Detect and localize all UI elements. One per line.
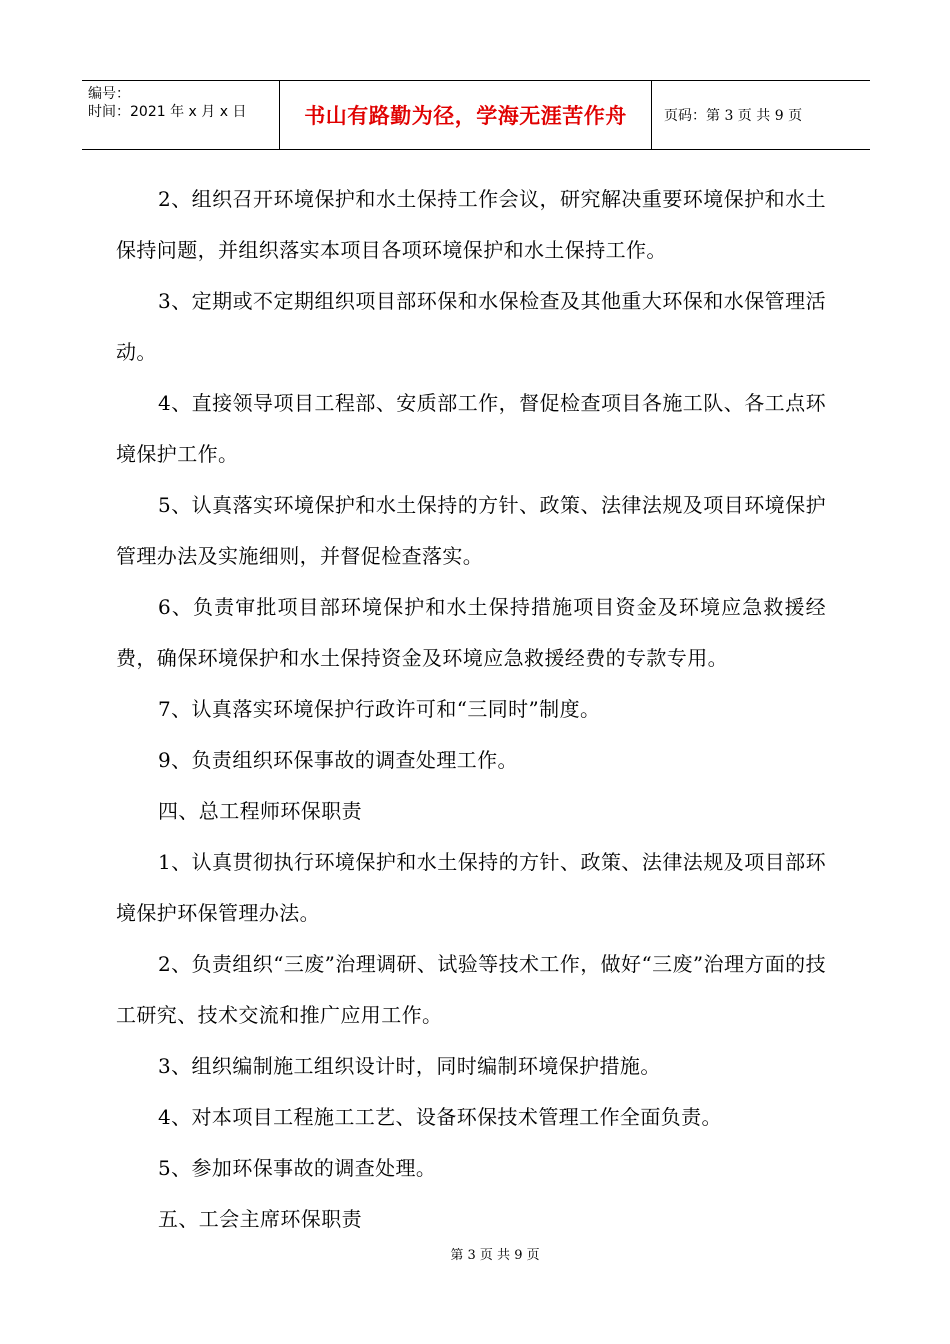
- body-paragraph: 9、负责组织环保事故的调查处理工作。: [158, 748, 518, 772]
- body-paragraph: 5、参加环保事故的调查处理。: [158, 1156, 437, 1180]
- body-paragraph: 1、认真贯彻执行环境保护和水土保持的方针、政策、法律法规及项目部环境保护环保管理办法。: [116, 850, 826, 925]
- body-paragraph: 5、认真落实环境保护和水土保持的方针、政策、法律法规及项目环境保护管理办法及实施细则，并督促检查落实。: [116, 493, 826, 568]
- document-time-label: 时间：2021 年 x 月 x 日: [88, 104, 247, 120]
- document-body: [116, 174, 826, 1245]
- body-paragraph: 6、负责审批项目部环境保护和水土保持措施项目资金及环境应急救援经费，确保环境保护和水土保持资金及环境应急救援经费的专款专用。: [116, 595, 826, 670]
- document-header: [82, 80, 870, 150]
- document-number-label: 编号：: [88, 86, 130, 102]
- header-page-info: 页码：第 3 页 共 9 页: [664, 108, 803, 124]
- body-paragraph: 7、认真落实环境保护行政许可和“三同时”制度。: [158, 697, 601, 721]
- body-paragraph: 2、负责组织“三废”治理调研、试验等技术工作，做好“三废”治理方面的技工研究、技术交流和推广应用工作。: [116, 952, 826, 1027]
- body-paragraph: 3、组织编制施工组织设计时，同时编制环境保护措施。: [158, 1054, 661, 1078]
- header-meta: [82, 81, 280, 149]
- page-footer: 第 3 页 共 9 页: [450, 1248, 540, 1263]
- section-heading: 四、总工程师环保职责: [158, 799, 362, 823]
- header-motto: 书山有路勤为径，学海无涯苦作舟: [280, 81, 652, 149]
- body-paragraph: 2、组织召开环境保护和水土保持工作会议，研究解决重要环境保护和水土保持问题，并组织落实本项目各项环境保护和水土保持工作。: [116, 187, 826, 262]
- section-heading: 五、工会主席环保职责: [158, 1207, 362, 1231]
- body-paragraph: 4、对本项目工程施工工艺、设备环保技术管理工作全面负责。: [158, 1105, 722, 1129]
- body-paragraph: 3、定期或不定期组织项目部环保和水保检查及其他重大环保和水保管理活动。: [116, 289, 826, 364]
- body-paragraph: 4、直接领导项目工程部、安质部工作，督促检查项目各施工队、各工点环境保护工作。: [116, 391, 826, 466]
